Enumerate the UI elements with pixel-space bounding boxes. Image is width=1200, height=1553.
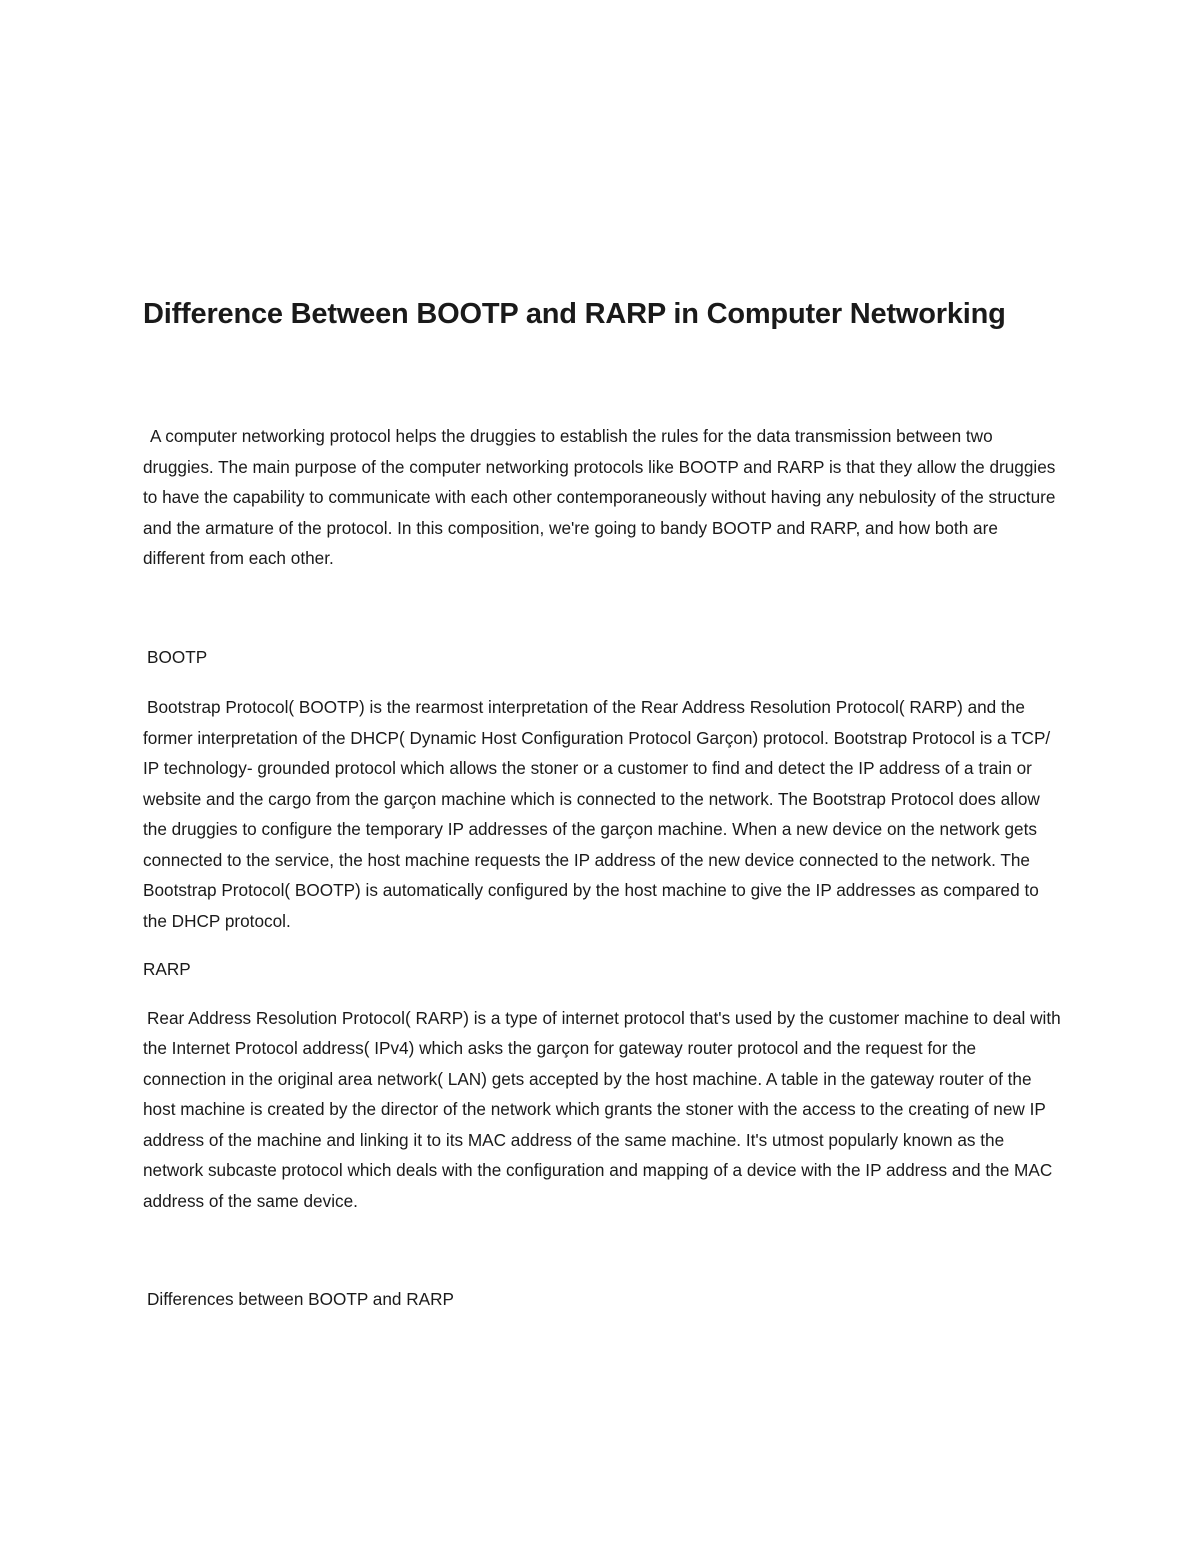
rarp-heading: RARP — [143, 959, 191, 979]
document-title: Difference Between BOOTP and RARP in Computer Networking — [143, 298, 1006, 330]
intro-paragraph: A computer networking protocol helps the druggies to establish the rules for the data transmission between two druggies. The main purpose of the computer networking protocols like BOOTP and RARP is that they allow the druggies to have the capability to communicate with each other contemporaneously without having any nebulosity of the structure and the armature of the protocol. In this composition, we're going to bandy BOOTP and RARP, and how both are different from each other. — [143, 426, 1056, 568]
differences-heading: Differences between BOOTP and RARP — [147, 1289, 454, 1309]
rarp-paragraph: Rear Address Resolution Protocol( RARP) is a type of internet protocol that's used by the customer machine to deal with the Internet Protocol address( IPv4) which asks the garçon for gateway router protocol and the request for the connection in the original area network( LAN) gets accepted by the host machine. A table in the gateway router of the host machine is created by the director of the network which grants the stoner with the access to the creating of new IP address of the machine and linking it to its MAC address of the same machine. It's utmost popularly known as the network subcaste protocol which deals with the configuration and mapping of a device with the IP address and the MAC address of the same device. — [143, 1007, 1061, 1211]
bootp-paragraph: Bootstrap Protocol( BOOTP) is the rearmost interpretation of the Rear Address Resolution Protocol( RARP) and the former interpretation of the DHCP( Dynamic Host Configuration Protocol Garçon) protocol. Bootstrap Protocol is a TCP/ IP technology- grounded protocol which allows the stoner or a customer to find and detect the IP address of a train or website and the cargo from the garçon machine which is connected to the network. The Bootstrap Protocol does allow the druggies to configure the temporary IP addresses of the garçon machine. When a new device on the network gets connected to the service, the host machine requests the IP address of the new device connected to the network. The Bootstrap Protocol( BOOTP) is automatically configured by the host machine to give the IP addresses as compared to the DHCP protocol. — [143, 697, 1051, 931]
document-body — [143, 290, 1063, 1315]
bootp-heading: BOOTP — [147, 646, 208, 667]
